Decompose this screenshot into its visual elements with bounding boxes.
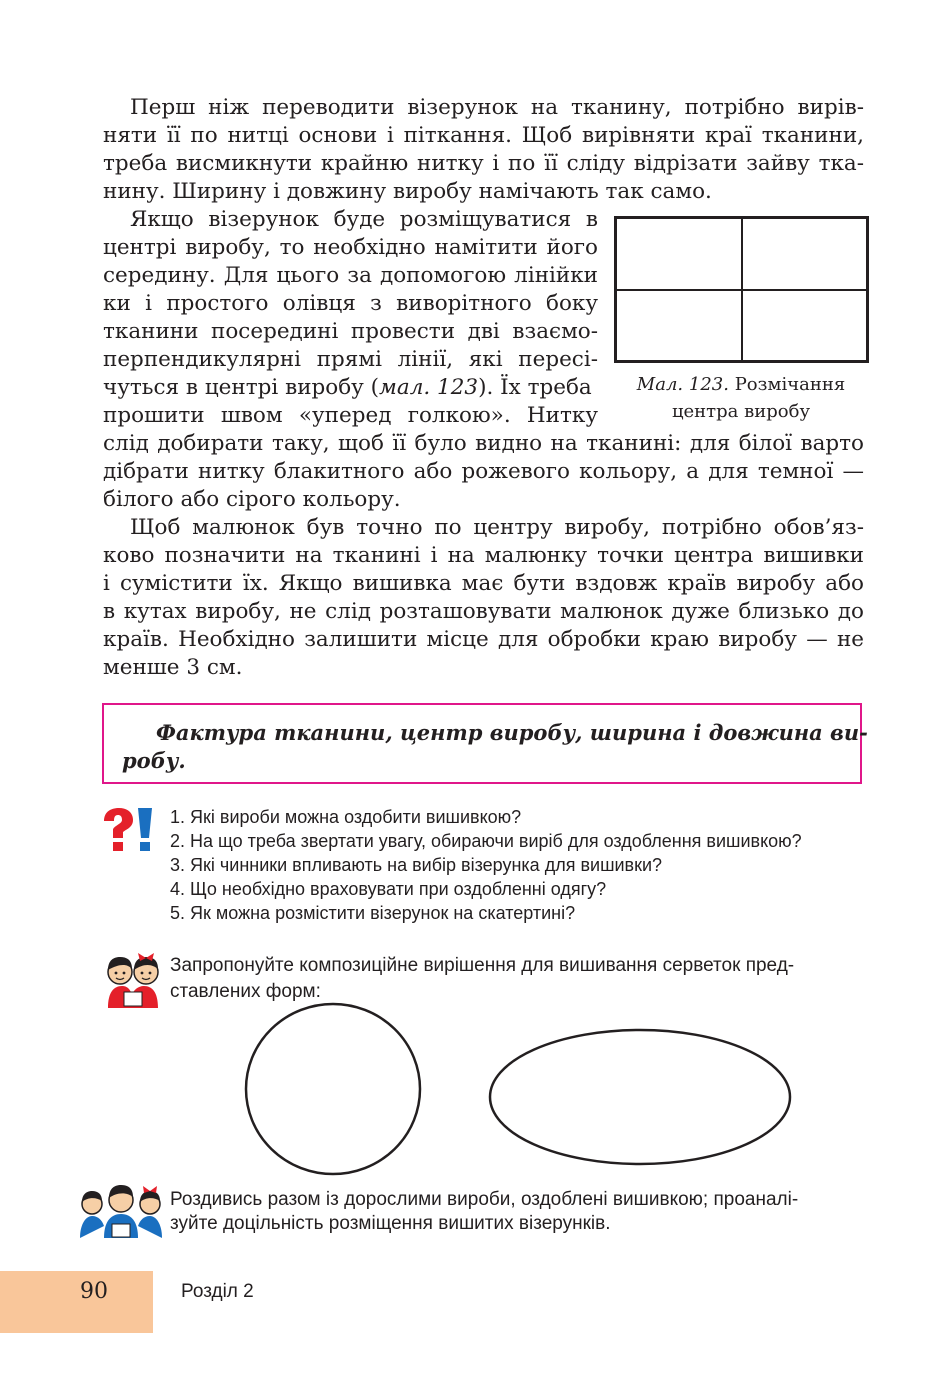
text-line: тканини посередині провести дві взаємо- bbox=[103, 319, 598, 344]
oval-napkin-shape bbox=[490, 1030, 790, 1164]
figure-reference: мал. 123 bbox=[379, 375, 479, 400]
task-text-line: зуйте доцільність розміщення вишитих візерунків. bbox=[170, 1213, 611, 1234]
circle-napkin-shape bbox=[246, 1004, 420, 1174]
question-item: 1. Які вироби можна оздобити вишивкою? bbox=[170, 807, 522, 827]
text-line: ково позначити на тканині і на малюнку точки центра вишивки bbox=[103, 543, 864, 568]
text-line: Якщо візерунок буде розміщуватися в bbox=[130, 207, 598, 232]
text-line: менше 3 см. bbox=[103, 655, 243, 680]
figure-caption bbox=[612, 371, 870, 425]
text-line: дібрати нитку блакитного або рожевого кольору, а для темної — bbox=[103, 459, 864, 484]
napkin-shapes bbox=[240, 1002, 800, 1182]
text-line: білого або сірого кольору. bbox=[103, 487, 401, 512]
kids-pair-icon bbox=[102, 952, 164, 1010]
caption-text: Розмічання bbox=[734, 374, 846, 395]
question-item: 4. Що необхідно враховувати при оздобленні одягу? bbox=[170, 879, 607, 899]
caption-line bbox=[612, 371, 870, 398]
keywords-line: робу. bbox=[122, 748, 186, 773]
text-line: і сумістити їх. Якщо вишивка має бути вздовж країв виробу або bbox=[103, 571, 864, 596]
text-line: нину. Ширину і довжину виробу намічають так само. bbox=[103, 179, 712, 204]
question-item: 3. Які чинники впливають на вибір візерунка для вишивки? bbox=[170, 855, 663, 875]
text-segment: ). Їх треба bbox=[478, 375, 592, 400]
text-line: перпендикулярні прямі лінії, які пересі- bbox=[103, 347, 598, 372]
question-item: 5. Як можна розмістити візерунок на скатертині? bbox=[170, 903, 576, 923]
text-line: Перш ніж переводити візерунок на тканину, потрібно вирів- bbox=[130, 95, 864, 120]
text-line: середину. Для цього за допомогою лінійки bbox=[103, 263, 598, 288]
question-exclamation-icon bbox=[100, 807, 158, 853]
horizontal-center-line bbox=[617, 289, 866, 291]
caption-line: центра виробу bbox=[671, 401, 811, 422]
text-line: в кутах виробу, не слід розташовувати малюнок дуже близько до bbox=[103, 599, 864, 624]
family-icon bbox=[78, 1182, 164, 1240]
text-line: ки і простого олівця з виворітного боку bbox=[103, 291, 598, 316]
text-line: країв. Необхідно залишити місце для обробки краю виробу — не bbox=[103, 627, 864, 652]
text-line: слід добирати таку, щоб її було видно на тканині: для білої варто bbox=[103, 431, 864, 456]
task-text-line: ставлених форм: bbox=[170, 981, 321, 1002]
text-line: прошити швом «уперед голкою». Нитку bbox=[103, 403, 598, 428]
text-line: треба висмикнути крайню нитку і по її сліду відрізати зайву тка- bbox=[103, 151, 864, 176]
keywords-line: Фактура тканини, центр виробу, ширина і довжина ви- bbox=[156, 720, 868, 745]
text-line: центрі виробу, то необхідно намітити його bbox=[103, 235, 598, 260]
question-item: 2. На що треба звертати увагу, обираючи виріб для оздоблення вишивкою? bbox=[170, 831, 802, 851]
task-text-line: Роздивись разом із дорослими вироби, оздоблені вишивкою; проаналі- bbox=[170, 1189, 799, 1210]
task-text-line: Запропонуйте композиційне вирішення для вишивання серветок пред- bbox=[170, 955, 795, 976]
text-line: Щоб малюнок був точно по центру виробу, потрібно обов’яз- bbox=[130, 515, 864, 540]
page-number: 90 bbox=[80, 1279, 108, 1304]
section-label: Розділ 2 bbox=[181, 1281, 254, 1302]
figure-123-rectangle bbox=[614, 216, 869, 363]
text-segment: чуться в центрі виробу ( bbox=[103, 375, 380, 400]
figure-label: Мал. 123. bbox=[636, 374, 729, 395]
text-line bbox=[103, 374, 598, 402]
text-line: няти її по нитці основи і піткання. Щоб вирівняти краї тканини, bbox=[103, 123, 864, 148]
